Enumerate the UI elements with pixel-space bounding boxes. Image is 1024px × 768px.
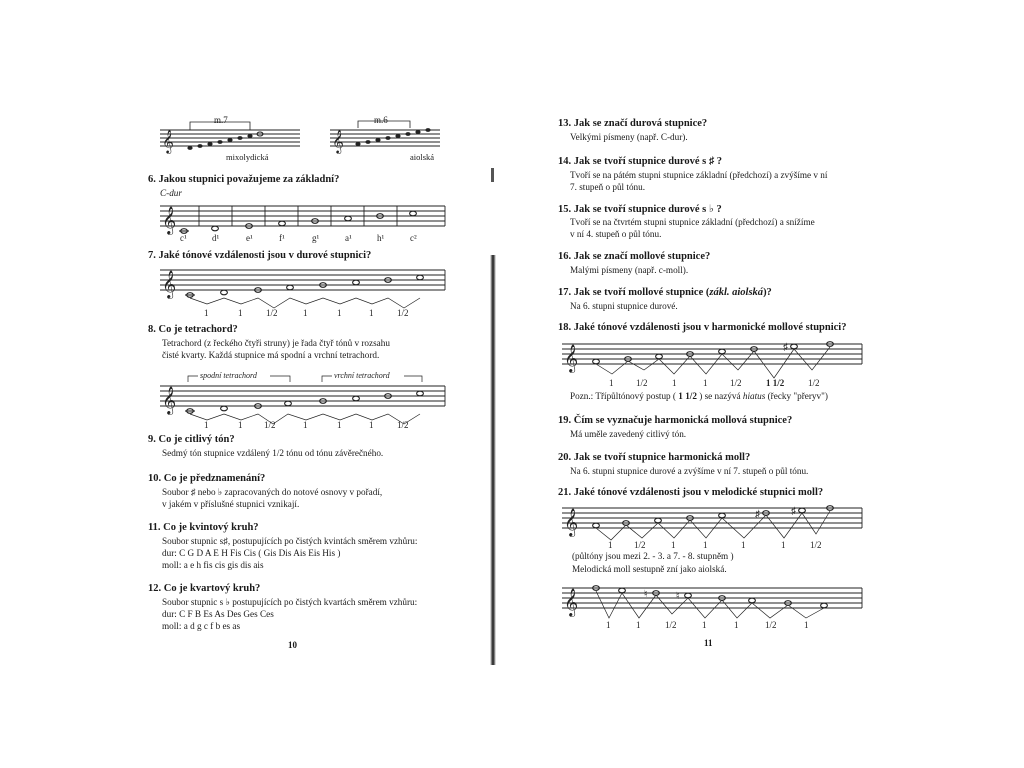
flat-icon: ♭	[708, 204, 714, 215]
question-18: 18. Jaké tónové vzdálenosti jsou v harmonické mollové stupnici?	[558, 322, 847, 333]
staff-melodic-minor-descending	[562, 582, 862, 630]
answer-12-line-1	[162, 596, 417, 608]
question-17-text-a: 17. Jak se tvoří mollové stupnice (	[558, 287, 710, 298]
question-14	[558, 156, 722, 167]
step-21d-3: 1/2	[665, 620, 677, 630]
question-8: 8. Co je tetrachord?	[148, 324, 238, 335]
note-label-5: g¹	[312, 233, 320, 243]
flat-icon: ♭	[225, 597, 230, 607]
m6-label: m.6	[374, 115, 388, 125]
note-label-8: c²	[410, 233, 417, 243]
step-8-6: 1	[369, 420, 374, 430]
answer-12-dur: dur: C F B Es As Des Ges Ces	[162, 609, 274, 619]
step-7-1: 1	[204, 308, 209, 318]
flat-icon: ♭	[217, 487, 223, 497]
upper-tetrachord-label: vrchní tetrachord	[334, 371, 390, 380]
answer-6: C-dur	[160, 188, 182, 198]
answer-11-dur: dur: C G D A E H Fis Cis ( Gis Dis Ais Eis His )	[162, 548, 341, 558]
answer-12-text-a: Soubor stupnic s	[162, 597, 224, 607]
question-15-text-b: ?	[716, 204, 722, 215]
question-14-text-a: 14. Jak se tvoří stupnice durové s	[558, 156, 707, 167]
note-label-2: d¹	[212, 233, 220, 243]
note-label-6: a¹	[345, 233, 352, 243]
note-18-hiatus: hiatus	[742, 391, 766, 401]
page-number-right: 11	[704, 638, 713, 648]
note-18-hiatus-value: 1 1/2	[678, 391, 697, 401]
m7-label: m.7	[214, 115, 228, 125]
answer-16: Malými písmeny (např. c-moll).	[570, 265, 689, 275]
step-18-3: 1	[672, 378, 677, 388]
step-8-7: 1/2	[397, 420, 409, 430]
step-21-5: 1	[741, 540, 746, 550]
svg-text:♯: ♯	[783, 342, 788, 353]
step-7-4: 1	[303, 308, 308, 318]
step-18-7: 1/2	[808, 378, 820, 388]
step-18-5: 1/2	[730, 378, 742, 388]
staff-harmonic-minor	[562, 338, 862, 388]
question-20: 20. Jak se tvoří stupnice harmonická moll?	[558, 452, 751, 463]
step-21d-5: 1	[734, 620, 739, 630]
step-18-1: 1	[609, 378, 614, 388]
question-13: 13. Jak se značí durová stupnice?	[558, 118, 708, 129]
question-9: 9. Co je citlivý tón?	[148, 434, 235, 445]
answer-21-line-1: (půltóny jsou mezi 2. - 3. a 7. - 8. stupněm )	[572, 551, 734, 561]
answer-19: Má uměle zavedený citlivý tón.	[570, 429, 687, 439]
answer-15-line-1: Tvoří se na čtvrtém stupni stupnice základní (předchozí) a snížíme	[570, 217, 815, 227]
answer-14-line-2: 7. stupeň o půl tónu.	[570, 182, 646, 192]
sharp-icon: ♯	[190, 487, 196, 497]
staff-c-major	[160, 204, 445, 244]
answer-15-line-2: v ní 4. stupeň o půl tónu.	[570, 229, 662, 239]
question-14-text-b: ?	[716, 156, 723, 167]
answer-14-line-1: Tvoří se na pátém stupni stupnice základní (předchozí) a zvýšíme v ní	[570, 170, 828, 180]
svg-text:♯: ♯	[791, 506, 796, 517]
step-21d-2: 1	[636, 620, 641, 630]
svg-text:𝄞: 𝄞	[162, 272, 177, 298]
staff-melodic-minor-ascending	[562, 502, 862, 550]
question-19: 19. Čím se vyznačuje harmonická mollová stupnice?	[558, 415, 793, 426]
step-21-4: 1	[703, 540, 708, 550]
step-21d-7: 1	[804, 620, 809, 630]
svg-text:𝄞: 𝄞	[162, 131, 174, 153]
step-21-3: 1	[671, 540, 676, 550]
question-6: 6. Jakou stupnici považujeme za základní?	[148, 174, 340, 185]
svg-text:♮: ♮	[676, 591, 680, 602]
question-17-text-italic: zákl. aiolská	[709, 287, 764, 298]
answer-12-moll: moll: a d g c f b es as	[162, 621, 241, 631]
step-21-1: 1	[608, 540, 613, 550]
answer-12-text-b: postupujících po čistých kvartách směrem vzhůru:	[232, 597, 418, 607]
answer-11-text-b: , postupujících po čistých kvintách směrem vzhůru:	[227, 536, 418, 546]
page-number-left: 10	[288, 640, 297, 650]
note-18-text-a: Pozn.: Třípůltónový postup (	[570, 391, 676, 401]
question-16: 16. Jak se značí mollové stupnice?	[558, 251, 711, 262]
answer-11-moll: moll: a e h fis cis gis dis ais	[162, 560, 264, 570]
step-7-6: 1	[369, 308, 374, 318]
note-18	[570, 390, 828, 402]
step-21d-4: 1	[702, 620, 707, 630]
question-15	[558, 203, 722, 215]
svg-text:♯: ♯	[755, 509, 760, 520]
step-21d-6: 1/2	[765, 620, 777, 630]
step-8-5: 1	[337, 420, 342, 430]
question-12: 12. Co je kvartový kruh?	[148, 583, 261, 594]
question-10: 10. Co je předznamenání?	[148, 473, 266, 484]
step-21-7: 1/2	[810, 540, 822, 550]
answer-21-line-2: Melodická moll sestupně zní jako aiolská.	[572, 564, 727, 574]
sharp-icon: ♯	[708, 156, 715, 167]
question-7: 7. Jaké tónové vzdálenosti jsou v durové stupnici?	[148, 250, 372, 261]
svg-text:𝄞: 𝄞	[564, 346, 579, 372]
answer-20: Na 6. stupni stupnice durové a zvýšíme v ní 7. stupeň o půl tónu.	[570, 466, 809, 476]
answer-10-text-c: zapracovaných do notové osnovy v pořadí,	[224, 487, 383, 497]
answer-9: Sedmý tón stupnice vzdálený 1/2 tónu od tónu závěrečného.	[162, 448, 384, 458]
staff-major-intervals	[160, 268, 445, 318]
step-18-6: 1 1/2	[766, 378, 785, 388]
mixolydian-label: mixolydická	[226, 152, 269, 162]
answer-11-text-a: Soubor stupnic s	[162, 536, 224, 546]
step-18-2: 1/2	[636, 378, 648, 388]
right-page	[500, 0, 1024, 768]
step-7-2: 1	[238, 308, 243, 318]
svg-text:𝄞: 𝄞	[162, 208, 177, 234]
svg-text:𝄞: 𝄞	[332, 131, 344, 153]
svg-text:♮: ♮	[644, 589, 648, 600]
step-21d-1: 1	[606, 620, 611, 630]
answer-11-line-1	[162, 535, 417, 547]
note-label-4: f¹	[279, 233, 285, 243]
aeolian-label: aiolská	[410, 152, 435, 162]
step-7-3: 1/2	[266, 308, 278, 318]
answer-17: Na 6. stupni stupnice durové.	[570, 301, 678, 311]
sharp-icon: ♯	[223, 536, 228, 546]
step-8-1: 1	[204, 420, 209, 430]
note-label-7: h¹	[377, 233, 385, 243]
staff-tetrachord	[160, 368, 445, 430]
answer-8-line-2: čisté kvarty. Každá stupnice má spodní a vrchní tetrachord.	[162, 350, 380, 360]
question-17	[558, 287, 772, 298]
page-gutter	[490, 255, 496, 665]
lower-tetrachord-label: spodní tetrachord	[200, 371, 257, 380]
answer-10-text-a: Soubor	[162, 487, 189, 497]
question-21: 21. Jaké tónové vzdálenosti jsou v melodické stupnici moll?	[558, 487, 824, 498]
step-18-4: 1	[703, 378, 708, 388]
question-11: 11. Co je kvintový kruh?	[148, 522, 259, 533]
step-7-5: 1	[337, 308, 342, 318]
answer-8-line-1: Tetrachord (z řeckého čtyři struny) je řada čtyř tónů v rozsahu	[162, 338, 390, 348]
step-7-7: 1/2	[397, 308, 409, 318]
step-8-4: 1	[303, 420, 308, 430]
svg-text:𝄞: 𝄞	[564, 510, 579, 536]
gutter-mark	[491, 168, 494, 182]
note-18-text-c: ) se nazývá	[699, 391, 741, 401]
svg-text:𝄞: 𝄞	[162, 388, 177, 414]
question-17-text-b: )?	[763, 287, 772, 298]
question-15-text-a: 15. Jak se tvoří stupnice durové s	[558, 204, 707, 215]
svg-text:𝄞: 𝄞	[564, 590, 579, 616]
step-21-6: 1	[781, 540, 786, 550]
left-page	[0, 0, 500, 768]
note-label-3: e¹	[246, 233, 253, 243]
step-21-2: 1/2	[634, 540, 646, 550]
answer-10-text-b: nebo	[197, 487, 216, 497]
step-8-2: 1	[238, 420, 243, 430]
step-8-3: 1/2	[264, 420, 276, 430]
answer-13: Velkými písmeny (např. C-dur).	[570, 132, 688, 142]
answer-10-line-2: v jakém v příslušné stupnici vznikají.	[162, 499, 300, 509]
note-label-1: c¹	[180, 233, 187, 243]
answer-10-line-1	[162, 486, 382, 498]
note-18-text-d: (řecky "přeryv")	[767, 391, 828, 401]
